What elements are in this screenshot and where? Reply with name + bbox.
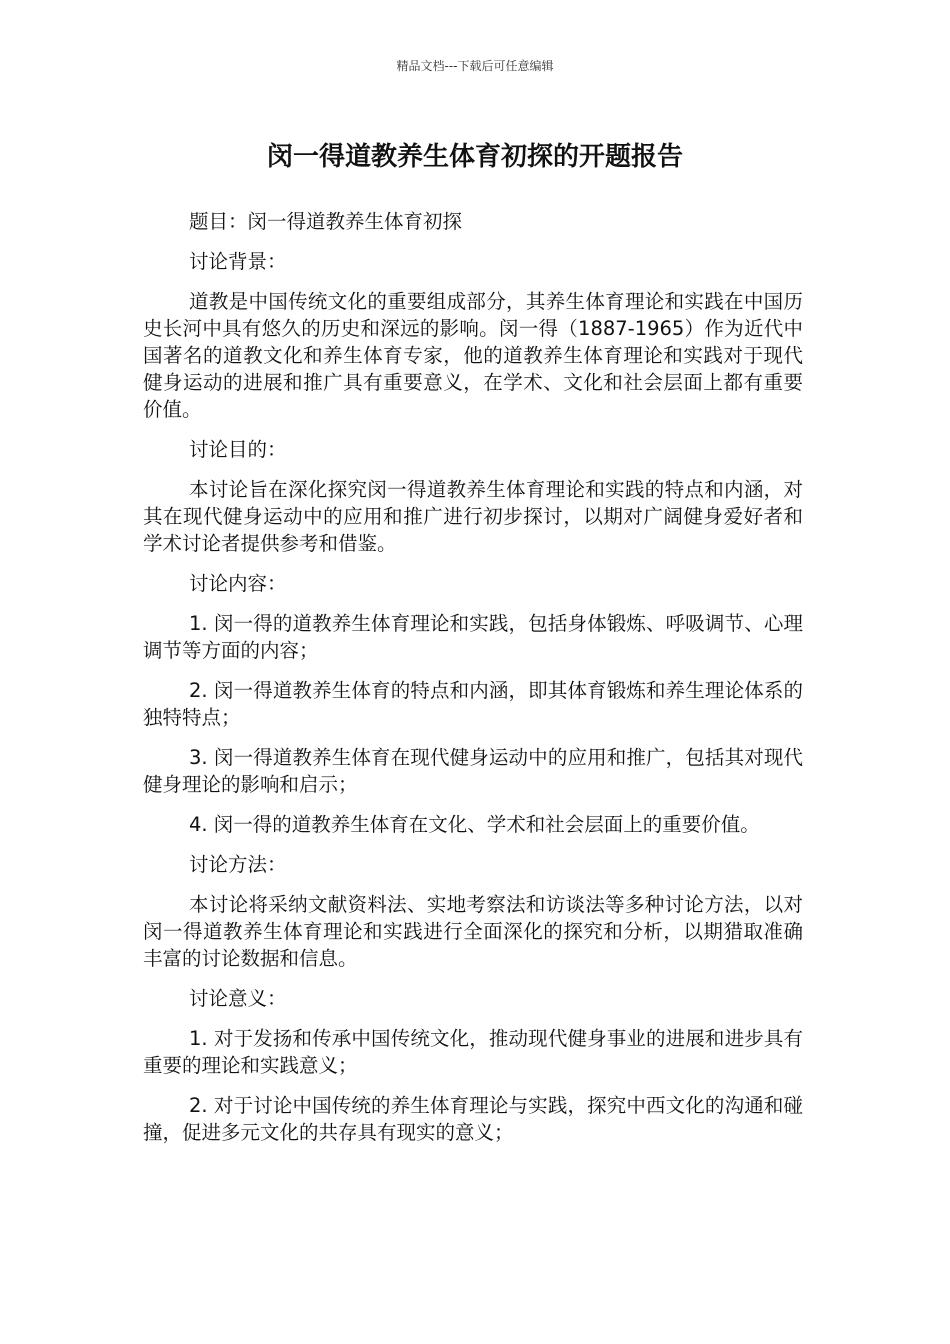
document-body (143, 208, 803, 1159)
paragraph-purpose: 本讨论旨在深化探究闵一得道教养生体育理论和实践的特点和内涵，对其在现代健身运动中的应用和推广进行初步探讨，以期对广阔健身爱好者和学术讨论者提供参考和借鉴。 (143, 478, 803, 555)
list-item-content-1: 1. 闵一得的道教养生体育理论和实践，包括身体锻炼、呼吸调节、心理调节等方面的内容； (143, 612, 803, 662)
paragraph-method: 本讨论将采纳文献资料法、实地考察法和访谈法等多种讨论方法，以对闵一得道教养生体育理论和实践进行全面深化的探究和分析，以期猎取准确丰富的讨论数据和信息。 (143, 893, 803, 970)
heading-method: 讨论方法： (189, 853, 287, 876)
list-item-significance-1: 1. 对于发扬和传承中国传统文化，推动现代健身事业的进展和进步具有重要的理论和实践意义； (143, 1027, 803, 1077)
list-item-content-4: 4. 闵一得的道教养生体育在文化、学术和社会层面上的重要价值。 (189, 813, 760, 836)
paragraph-background: 道教是中国传统文化的重要组成部分，其养生体育理论和实践在中国历史长河中具有悠久的历史和深远的影响。闵一得（1887-1965）作为近代中国著名的道教文化和养生体育专家，他的道教养生体育理论和实践对于现代健身运动的进展和推广具有重要意义，在学术、文化和社会层面上都有重要价值。 (143, 290, 803, 421)
heading-significance: 讨论意义： (189, 987, 287, 1010)
heading-background: 讨论背景： (189, 250, 287, 273)
heading-purpose: 讨论目的： (189, 438, 287, 461)
list-item-significance-2: 2. 对于讨论中国传统的养生体育理论与实践，探究中西文化的沟通和碰撞，促进多元文化的共存具有现实的意义； (143, 1094, 803, 1144)
header-note: 精品文档---下载后可任意编辑 (396, 59, 554, 73)
list-item-content-3: 3. 闵一得道教养生体育在现代健身运动中的应用和推广，包括其对现代健身理论的影响和启示； (143, 746, 803, 796)
heading-content: 讨论内容： (189, 572, 287, 595)
paragraph-topic: 题目：闵一得道教养生体育初探 (189, 210, 463, 233)
list-item-content-2: 2. 闵一得道教养生体育的特点和内涵，即其体育锻炼和养生理论体系的独特特点； (143, 679, 803, 729)
document-title: 闵一得道教养生体育初探的开题报告 (266, 142, 683, 172)
